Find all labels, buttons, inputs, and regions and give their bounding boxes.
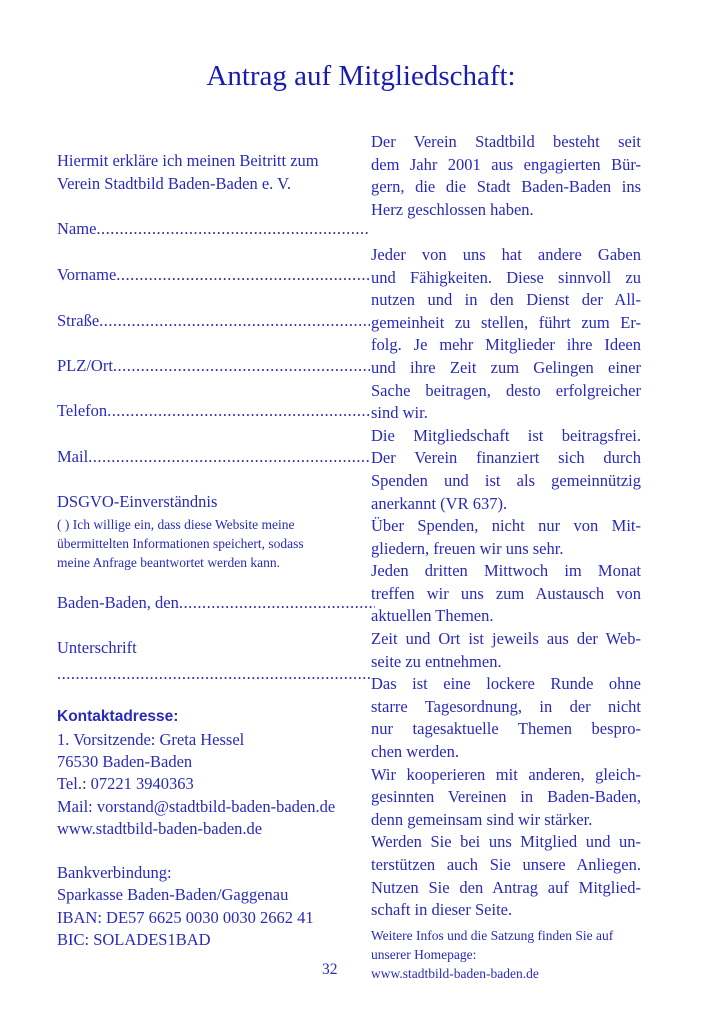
intro-line-1: Hiermit erkläre ich meinen Beitritt zum <box>57 151 319 170</box>
text-line: sind wir. <box>371 403 428 423</box>
homepage-link[interactable]: www.stadtbild-baden-baden.de <box>371 966 539 981</box>
vorname-field[interactable] <box>57 265 370 285</box>
contact-heading: Kontaktadresse: <box>57 708 179 725</box>
name-dotted-line <box>96 219 370 239</box>
bank-line: Sparkasse Baden-Baden/Gaggenau <box>57 885 289 904</box>
text-line: Jeden dritten Mittwoch im Monat <box>371 561 641 581</box>
text-line: gern, die die Stadt Baden-Baden ins <box>371 177 641 197</box>
text-line: dem Jahr 2001 aus engagierten Bür- <box>371 154 641 174</box>
contact-line: Tel.: 07221 3940363 <box>57 774 194 793</box>
text-line: Der Verein Stadtbild besteht seit <box>371 132 641 151</box>
text-line: denn gemeinsam sind wir stärker. <box>371 809 593 829</box>
bank-bic: BIC: SOLADES1BAD <box>57 930 211 949</box>
text-line: Herz geschlossen haben. <box>371 199 534 219</box>
name-field[interactable] <box>57 219 370 239</box>
text-line: nutzen und in den Dienst der All- <box>371 290 641 310</box>
strasse-label: Straße <box>57 311 100 330</box>
plz-ort-label: PLZ/Ort <box>57 356 113 375</box>
right-column-text <box>371 131 641 922</box>
mail-label: Mail <box>57 447 89 466</box>
dsgvo-consent-checkbox[interactable]: ( ) Ich willige ein, dass diese Website meine <box>57 517 295 532</box>
place-date-dotted-line <box>179 593 375 613</box>
signature-label: Unterschrift <box>57 638 137 657</box>
plz-ort-field[interactable] <box>57 356 370 376</box>
place-date-field[interactable] <box>57 593 375 613</box>
dsgvo-line-3: meine Anfrage beantwortet werden kann. <box>57 555 281 570</box>
mail-field[interactable] <box>57 447 370 467</box>
bank-heading: Bankverbindung: <box>57 863 172 882</box>
contact-line: 76530 Baden-Baden <box>57 752 193 771</box>
text-line: Sache beitragen, desto erfolgreicher <box>371 380 641 400</box>
text-line: anerkannt (VR 637). <box>371 493 508 513</box>
telefon-dotted-line <box>107 401 370 421</box>
mail-dotted-line <box>88 447 370 467</box>
text-line: Jeder von uns hat andere Gaben <box>371 244 641 264</box>
text-line: terstützen auch Sie unsere Anliegen. <box>371 855 641 874</box>
text-line: nur tagesaktuelle Themen bespro- <box>371 719 641 739</box>
contact-line: 1. Vorsitzende: Greta Hessel <box>57 730 245 749</box>
name-label: Name <box>57 219 97 238</box>
text-line: seite zu entnehmen. <box>371 651 502 671</box>
strasse-field[interactable] <box>57 311 370 331</box>
text-line: Die Mitgliedschaft ist beitragsfrei. <box>371 425 641 445</box>
text-line: gliedern, freuen wir uns sehr. <box>371 538 564 558</box>
text-line: chen werden. <box>371 742 459 762</box>
text-line: Zeit und Ort ist jeweils aus der Web- <box>371 629 641 649</box>
text-line: Der Verein finanziert sich durch <box>371 448 641 468</box>
footnote-line: Weitere Infos und die Satzung finden Sie auf <box>371 928 614 943</box>
text-line: schaft in dieser Seite. <box>371 900 513 920</box>
footnote <box>371 926 613 983</box>
telefon-field[interactable] <box>57 401 370 421</box>
contact-email-link[interactable]: Mail: vorstand@stadtbild-baden-baden.de <box>57 797 336 816</box>
dsgvo-heading: DSGVO-Einverständnis <box>57 492 218 511</box>
paragraph-gap <box>371 221 641 244</box>
vorname-dotted-line <box>116 265 370 285</box>
footnote-line: unserer Homepage: <box>371 947 477 962</box>
text-line: Wir kooperieren mit anderen, gleich- <box>371 764 641 784</box>
strasse-dotted-line <box>99 311 370 331</box>
text-line: Nutzen Sie den Antrag auf Mitglied- <box>371 877 641 897</box>
text-line: Über Spenden, nicht nur von Mit- <box>371 516 641 536</box>
text-line: treffen wir uns zum Austausch von <box>371 583 641 603</box>
place-date-label: Baden-Baden, den <box>57 593 179 612</box>
bank-iban: IBAN: DE57 6625 0030 0030 2662 41 <box>57 908 314 927</box>
text-line: Spenden und ist als gemeinnützig <box>371 470 641 490</box>
signature-dotted-line[interactable] <box>57 664 370 684</box>
plz-ort-dotted-line <box>113 356 370 376</box>
contact-website-link[interactable]: www.stadtbild-baden-baden.de <box>57 819 263 838</box>
text-line: starre Tagesordnung, in der nicht <box>371 696 641 716</box>
text-line: Werden Sie bei uns Mitglied und un- <box>371 832 641 852</box>
dsgvo-line-2: übermittelten Informationen speichert, sodass <box>57 536 304 551</box>
text-line: folg. Je mehr Mitglieder ihre Ideen <box>371 335 641 355</box>
text-line: und Fähigkeiten. Diese sinnvoll zu <box>371 267 641 287</box>
text-line: gemeinheit zu stellen, führt zum Er- <box>371 312 641 332</box>
telefon-label: Telefon <box>57 401 108 420</box>
text-line: aktuellen Themen. <box>371 606 494 626</box>
text-line: und ihre Zeit zum Gelingen einer <box>371 357 641 377</box>
intro-line-2: Verein Stadtbild Baden-Baden e. V. <box>57 174 292 193</box>
page-title: Antrag auf Mitgliedschaft: <box>206 60 516 92</box>
vorname-label: Vorname <box>57 265 117 284</box>
text-line: gesinnten Vereinen in Baden-Baden, <box>371 787 641 807</box>
text-line: Das ist eine lockere Runde ohne <box>371 674 641 694</box>
page-number: 32 <box>322 961 338 978</box>
